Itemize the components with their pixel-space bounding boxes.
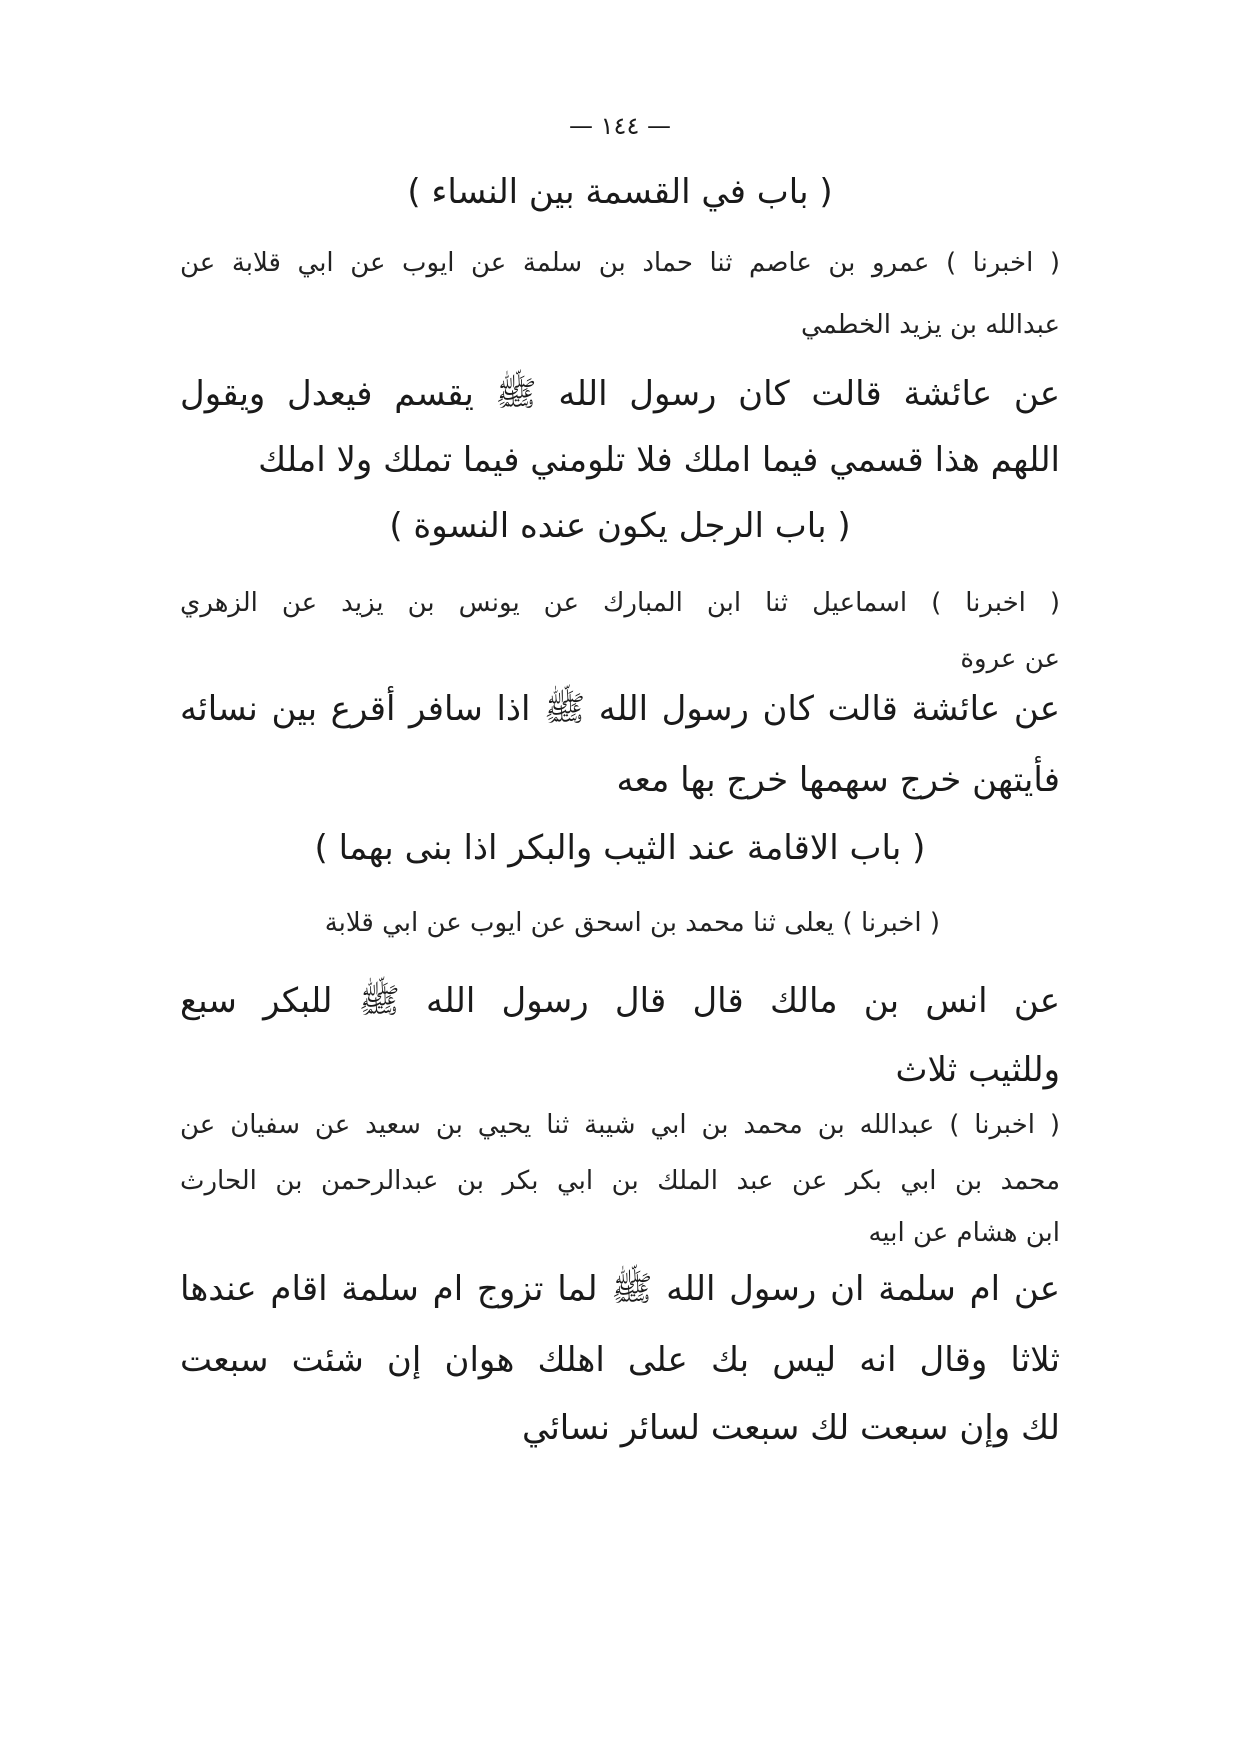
isnad-line: ابن هشام عن ابيه (868, 1218, 1060, 1248)
isnad-line: عبدالله بن يزيد الخطمي (801, 310, 1060, 340)
chapter-heading: ( باب الاقامة عند الثيب والبكر اذا بنى بهما ) (314, 828, 926, 868)
hadith-text-line: لك وإن سبعت لك سبعت لسائر نسائي (521, 1408, 1060, 1448)
hadith-text-line: ثلاثا وقال انه ليس بك على اهلك هوان إن شئت سبعت (180, 1340, 1060, 1380)
hadith-text-line: عن انس بن مالك قال قال رسول الله ﷺ للبكر سبع (180, 981, 1060, 1021)
hadith-text-line: اللهم هذا قسمي فيما املك فلا تلومني فيما تملك ولا املك (258, 440, 1060, 480)
chapter-heading: ( باب الرجل يكون عنده النسوة ) (389, 506, 851, 546)
hadith-text-line: عن عائشة قالت كان رسول الله ﷺ يقسم فيعدل ويقول (180, 374, 1060, 414)
isnad-line: محمد بن ابي بكر عن عبد الملك بن ابي بكر بن عبدالرحمن بن الحارث (180, 1166, 1060, 1196)
hadith-text-line: فأيتهن خرج سهمها خرج بها معه (616, 760, 1060, 800)
hadith-text-line: عن ام سلمة ان رسول الله ﷺ لما تزوج ام سلمة اقام عندها (180, 1269, 1060, 1309)
hadith-text-line: عن عائشة قالت كان رسول الله ﷺ اذا سافر أقرع بين نسائه (180, 689, 1060, 729)
page-number: — ١٤٤ — (569, 112, 671, 140)
hadith-text-line: وللثيب ثلاث (895, 1050, 1060, 1090)
chapter-heading: ( باب في القسمة بين النساء ) (407, 172, 833, 212)
isnad-line: عن عروة (960, 644, 1060, 674)
isnad-line: ( اخبرنا ) يعلى ثنا محمد بن اسحق عن ايوب عن ابي قلابة (324, 908, 940, 938)
isnad-line: ( اخبرنا ) اسماعيل ثنا ابن المبارك عن يونس بن يزيد عن الزهري (180, 588, 1060, 618)
isnad-line: ( اخبرنا ) عمرو بن عاصم ثنا حماد بن سلمة عن ايوب عن ابي قلابة عن (180, 248, 1060, 278)
isnad-line: ( اخبرنا ) عبدالله بن محمد بن ابي شيبة ثنا يحيي بن سعيد عن سفيان عن (180, 1110, 1060, 1140)
